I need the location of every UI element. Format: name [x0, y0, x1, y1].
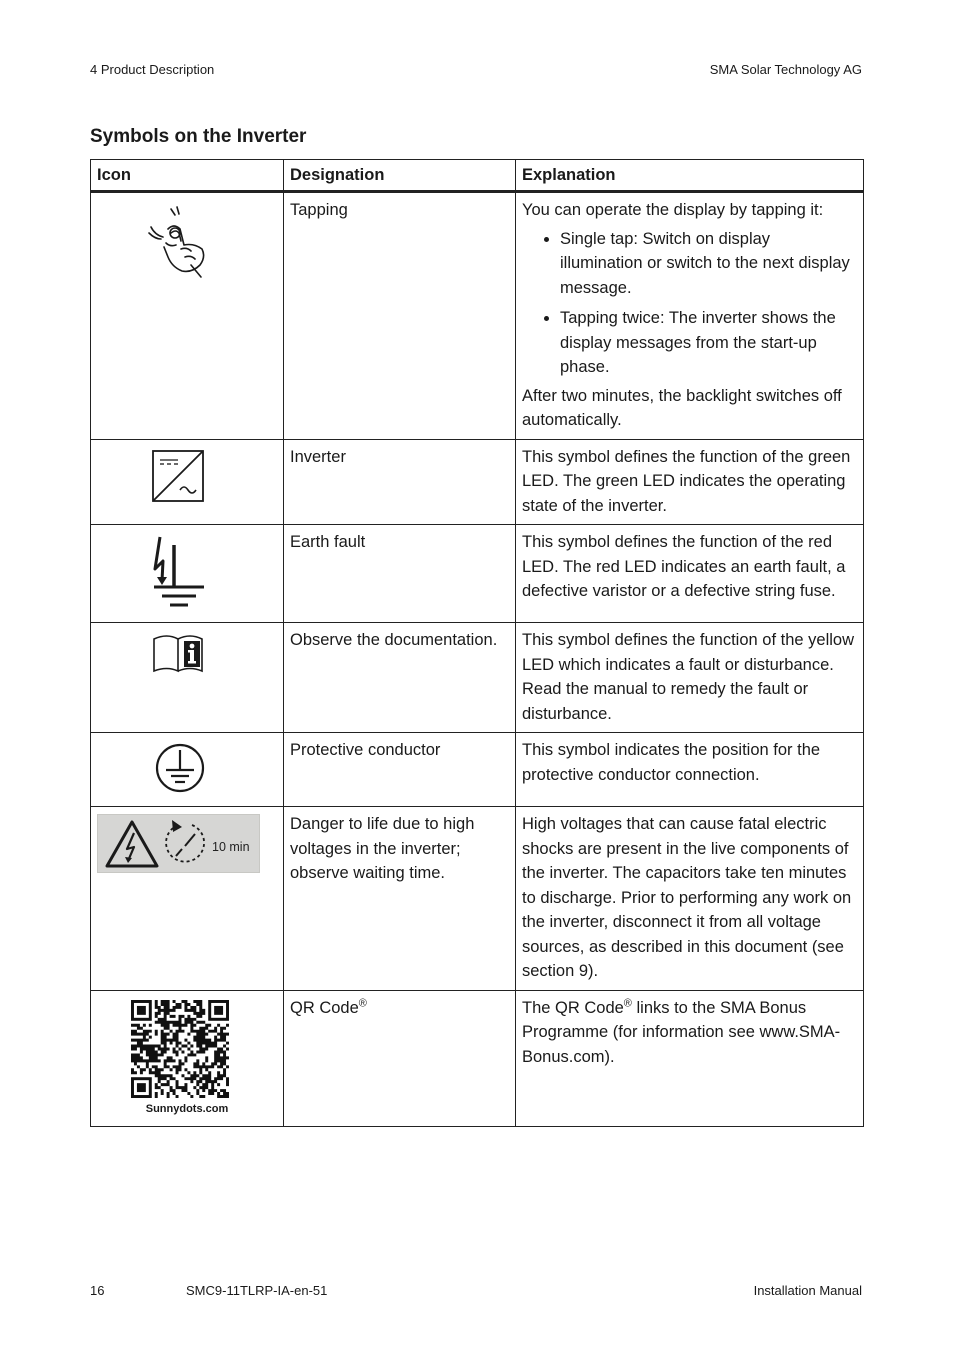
icon-cell — [91, 807, 284, 991]
registered-mark: ® — [623, 997, 632, 1009]
designation-cell: Tapping — [284, 192, 516, 440]
table-row — [91, 623, 864, 733]
icon-cell — [91, 990, 284, 1126]
document-type: Installation Manual — [753, 1283, 862, 1298]
registered-mark: ® — [358, 997, 367, 1009]
header-company: SMA Solar Technology AG — [709, 62, 862, 77]
explanation-list — [522, 227, 857, 380]
table-row — [91, 439, 864, 525]
list-item: • Tapping twice: The inverter shows the display messages from the start-up phase. — [560, 306, 857, 380]
icon-cell — [91, 525, 284, 623]
explanation-text: The QR Code — [522, 998, 624, 1017]
explanation-text: links to the SMA Bonus Programme (for information see www.SMA-Bonus.com). — [522, 998, 841, 1066]
explanation-cell: This symbol indicates the position for the protective conductor connection. — [516, 733, 864, 807]
list-item: • Single tap: Switch on display illumination or switch to the next display message. — [560, 227, 857, 301]
icon-cell — [91, 733, 284, 807]
timer-label: 10 min — [212, 840, 250, 854]
column-header-designation: Designation — [284, 160, 516, 192]
high-voltage-wait-icon — [97, 814, 260, 873]
documentation-icon — [151, 633, 207, 673]
table-row — [91, 733, 864, 807]
explanation-intro: You can operate the display by tapping it: — [522, 201, 824, 219]
designation-cell: Observe the documentation. — [284, 623, 516, 733]
warning-triangle-icon — [104, 819, 160, 869]
protective-earth-icon — [154, 742, 206, 794]
page-number: 16 — [90, 1283, 105, 1298]
designation-cell: Protective conductor — [284, 733, 516, 807]
header-section: 4 Product Description — [90, 62, 215, 77]
table-row — [91, 525, 864, 623]
symbols-table — [90, 159, 864, 1127]
qr-code-icon — [131, 1000, 229, 1098]
explanation-cell: This symbol defines the function of the green LED. The green LED indicates the operating state of the inverter. — [516, 439, 864, 525]
explanation-cell: This symbol defines the function of the yellow LED which indicates a fault or disturbance. Read the manual to remedy the fault or disturbance. — [516, 623, 864, 733]
tap-hand-icon — [141, 203, 221, 283]
designation-cell — [284, 990, 516, 1126]
icon-cell — [91, 439, 284, 525]
icon-cell — [91, 623, 284, 733]
explanation-cell: This symbol defines the function of the red LED. The red LED indicates an earth fault, a defective varistor or a defective string fuse. — [516, 525, 864, 623]
section-title: Symbols on the Inverter — [90, 126, 307, 147]
designation-cell: Earth fault — [284, 525, 516, 623]
explanation-cell — [516, 990, 864, 1126]
document-id: SMC9-11TLRP-IA-en-51 — [186, 1283, 328, 1298]
table-row — [91, 990, 864, 1126]
icon-cell — [91, 192, 284, 440]
column-header-icon: Icon — [91, 160, 284, 192]
earth-fault-icon — [152, 535, 208, 611]
explanation-cell — [516, 192, 864, 440]
table-header-row — [91, 160, 864, 192]
designation-text: QR Code — [290, 998, 359, 1017]
qr-code-caption: Sunnydots.com — [145, 1102, 229, 1115]
explanation-cell: High voltages that can cause fatal electric shocks are present in the live components of the inverter. The capacitors take ten minutes to discharge. Prior to performing any work on the inverter, disconnect it from all voltage sources, as described in this document (see section 9). — [516, 807, 864, 991]
table-row — [91, 807, 864, 991]
explanation-outro: After two minutes, the backlight switches off automatically. — [522, 386, 842, 429]
designation-cell: Inverter — [284, 439, 516, 525]
table-row — [91, 192, 864, 440]
designation-cell: Danger to life due to high voltages in the inverter; observe waiting time. — [284, 807, 516, 991]
inverter-icon — [152, 450, 206, 504]
timer-icon — [162, 818, 208, 868]
column-header-explanation: Explanation — [516, 160, 864, 192]
